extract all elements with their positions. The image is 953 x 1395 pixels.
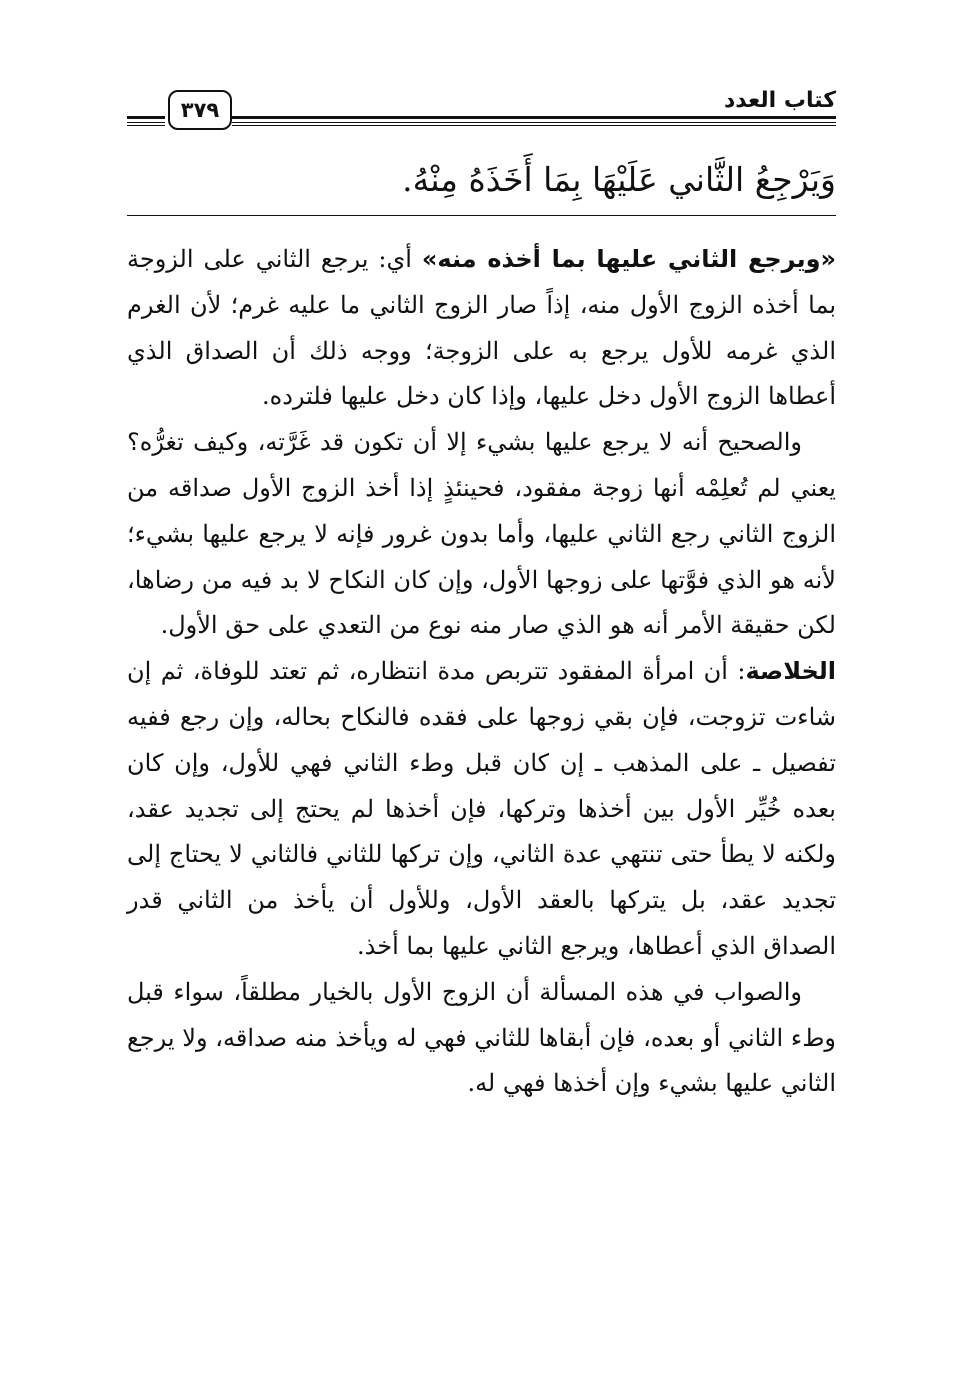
paragraph-text: والصواب في هذه المسألة أن الزوج الأول بالخيار مطلقاً، سواء قبل وطء الثاني أو بعده، فإن أبقاها للثاني فهي له ويأخذ منه صداقه، ولا يرجع الثاني عليها بشيء وإن أخذها فهي له.	[127, 977, 836, 1098]
quoted-verse-lead: «ويرجع الثاني عليها بما أخذه منه»	[421, 245, 837, 273]
header-rule-thin	[232, 125, 836, 126]
chapter-title: كتاب العدد	[723, 88, 836, 113]
verse-text: وَيَرْجِعُ الثَّاني عَلَيْهَا بِمَا أَخَذَهُ مِنْهُ.	[402, 160, 836, 199]
header-rule	[232, 116, 836, 123]
summary-lead: الخلاصة	[745, 657, 836, 686]
paragraph-text: أي: يرجع الثاني على الزوجة بما أخذه الزوج الأول منه، إذاً صار الزوج الثاني ما عليه غرم؛ لأن الغرم الذي غرمه للأول يرجع به على الزوجة؛ ووجه ذلك أن الصداق الذي أعطاها الزوج الأول دخل عليها، وإذا كان دخل عليها فلترده.	[127, 245, 836, 411]
paragraph-2	[127, 420, 836, 649]
paragraph-3	[127, 649, 836, 970]
verse-divider	[127, 215, 836, 216]
paragraph-text: والصحيح أنه لا يرجع عليها بشيء إلا أن تكون قد غَرَّته، وكيف تغرُّه؟ يعني لم تُعلِمْه أنها زوجة مفقود، فحينئذٍ إذا أخذ الزوج الأول صداقه من الزوج الثاني رجع الثاني عليها، وأما بدون غرور فإنه لا يرجع عليها بشيء؛ لأنه هو الذي فوَّتها على زوجها الأول، وإن كان النكاح لا بد فيه من رضاها، لكن حقيقة الأمر أنه هو الذي صار منه نوع من التعدي على حق الأول.	[127, 428, 836, 640]
paragraph-text: : أن امرأة المفقود تتربص مدة انتظاره، ثم تعتد للوفاة، ثم إن شاءت تزوجت، فإن بقي زوجها على فقده فالنكاح بحاله، وإن رجع ففيه تفصيل ـ على المذهب ـ إن كان قبل وطء الثاني فهي للأول، وإن كان بعده خُيِّر الأول بين أخذها وتركها، فإن أخذها لم يحتج إلى تجديد عقد، ولكنه لا يطأ حتى تنتهي عدة الثاني، وإن تركها للثاني فالثاني لا يحتاج إلى تجديد عقد، بل يتركها بالعقد الأول، وللأول أن يأخذ من الثاني قدر الصداق الذي أعطاها، ويرجع الثاني عليها بما أخذ.	[127, 657, 836, 960]
paragraph-4	[127, 970, 836, 1107]
page-header	[127, 84, 836, 134]
commentary-body	[127, 237, 836, 1107]
header-rule-left-thin	[127, 125, 165, 126]
page-number: ٣٧٩	[168, 90, 232, 130]
header-rule-left	[127, 116, 165, 123]
paragraph-1	[127, 237, 836, 420]
